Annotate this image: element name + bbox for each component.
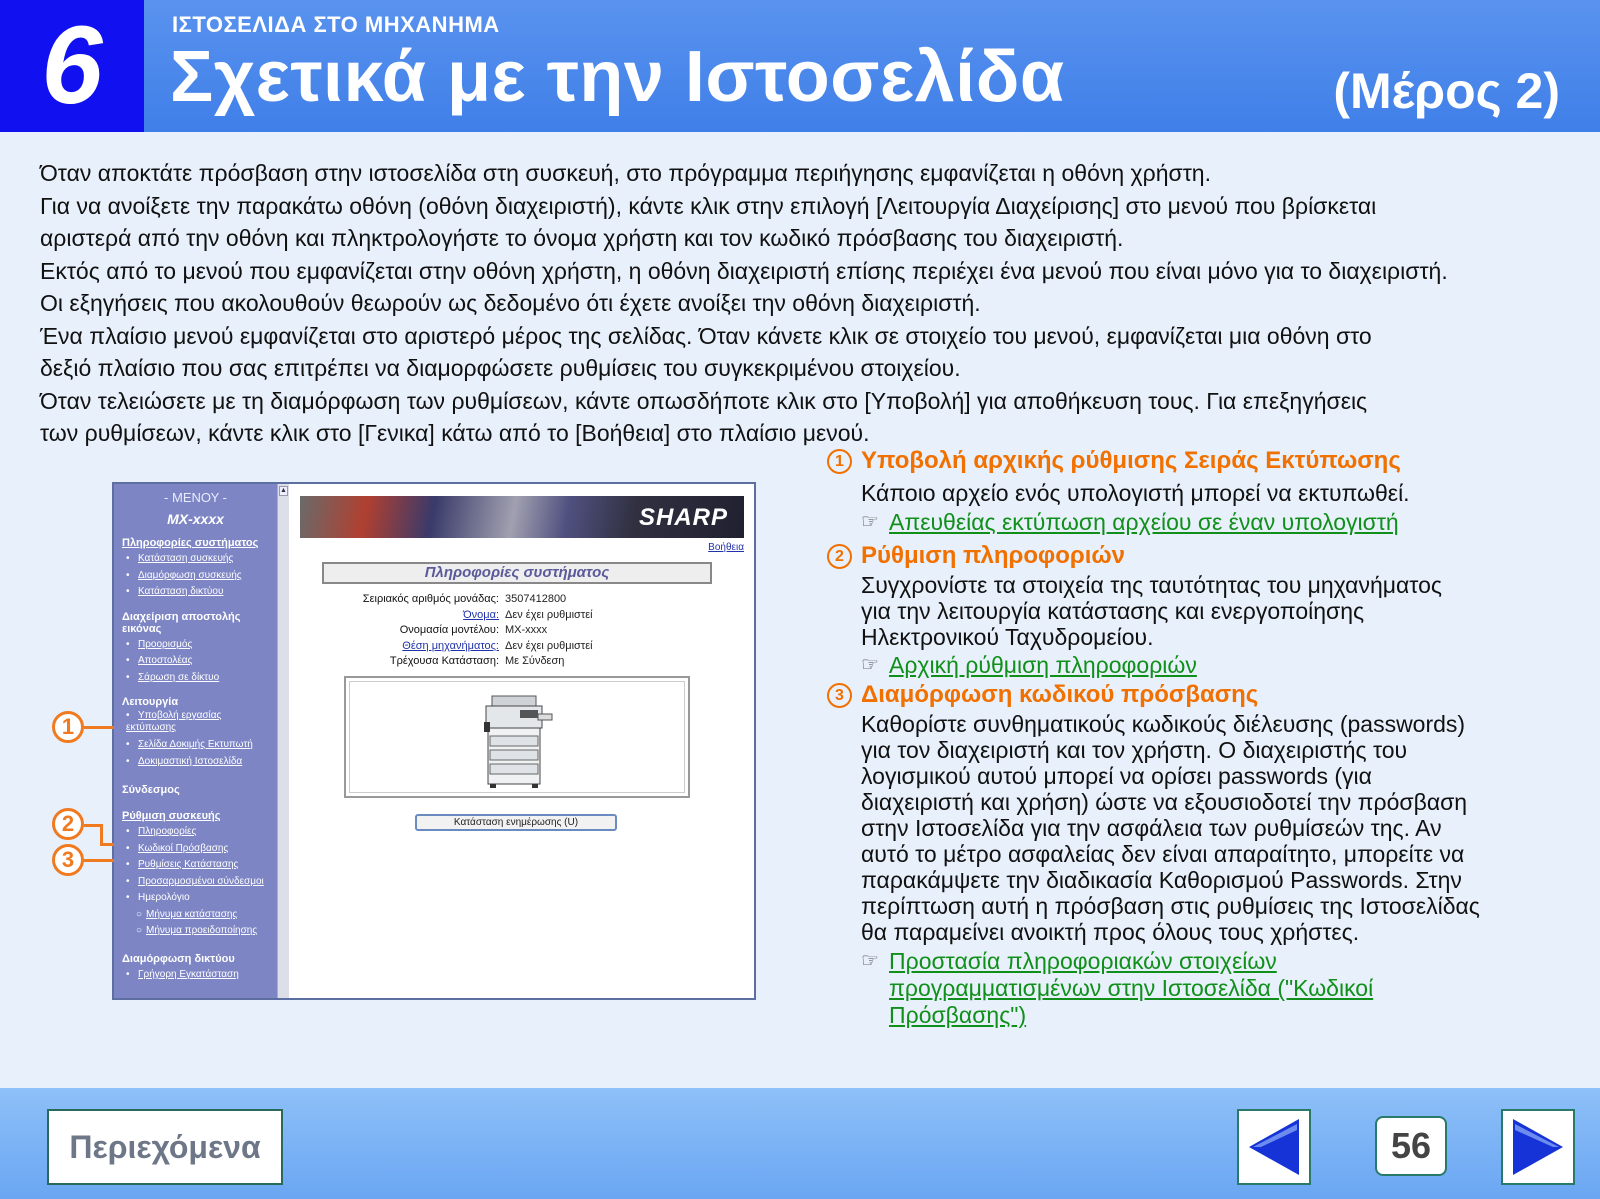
menu-title: - ΜΕΝΟΥ -: [164, 490, 227, 505]
callout-2: 2: [52, 808, 84, 840]
menu-item[interactable]: • Κατάσταση συσκευής: [126, 551, 277, 568]
prev-page-button[interactable]: [1237, 1109, 1311, 1185]
section-body: [861, 477, 1567, 509]
chapter-number: 6: [0, 0, 144, 132]
info-label: Τρέχουσα Κατάσταση:: [389, 655, 499, 667]
menu-item[interactable]: • Προσαρμοσμένοι σύνδεσμοι: [126, 874, 277, 891]
menu-subitem[interactable]: ○ Μήνυμα κατάστασης: [136, 907, 277, 923]
link-line[interactable]: προγραμματισμένων στην Ιστοσελίδα ("Κωδικοί: [889, 975, 1374, 1001]
menu-item[interactable]: • Δοκιμαστική Ιστοσελίδα: [126, 754, 277, 771]
intro-line: δεξιό πλαίσιο που σας επιτρέπει να διαμορφώσετε ρυθμίσεις του συγκεκριμένου στοιχείου.: [40, 355, 961, 381]
menu-heading-operation: Λειτουργία: [122, 696, 179, 708]
callout-3: 3: [52, 844, 84, 876]
link-line[interactable]: Πρόσβασης"): [889, 1002, 1027, 1028]
content-page-title: Πληροφορίες συστήματος: [322, 562, 712, 584]
next-page-button[interactable]: [1501, 1109, 1575, 1185]
menu-heading-device-settings[interactable]: Ρύθμιση συσκευής: [122, 810, 221, 822]
reference-link[interactable]: [861, 509, 1567, 536]
menu-item[interactable]: • Προορισμός: [126, 637, 277, 654]
body-line: για τον διαχειριστή και τον χρήστη. Ο διαχειριστής του: [861, 737, 1408, 763]
menu-model: MX-xxxx: [167, 511, 224, 527]
link-password-protection[interactable]: [889, 948, 1373, 1029]
section-title: Ρύθμιση πληροφοριών: [861, 542, 1126, 569]
contents-button[interactable]: Περιεχόμενα: [47, 1109, 283, 1185]
webpage-screenshot: [112, 482, 756, 1000]
info-value: MX-xxxx: [505, 624, 548, 636]
reference-hand-icon: ☞: [861, 950, 879, 972]
section-number: 1: [827, 449, 852, 474]
menu-item[interactable]: • Κατάσταση δικτύου: [126, 584, 277, 601]
body-line: Συγχρονίστε τα στοιχεία της ταυτότητας του μηχανήματος: [861, 572, 1442, 598]
menu-item[interactable]: • Ημερολόγιο: [126, 890, 277, 907]
brand-logo: SHARP: [638, 504, 728, 531]
menu-item-print-job[interactable]: • Υποβολή εργασίας εκτύπωσης: [126, 710, 236, 734]
section-1-heading: [827, 445, 1567, 477]
body-line: Ηλεκτρονικού Ταχυδρομείου.: [861, 624, 1154, 650]
info-label-link[interactable]: Όνομα:: [463, 608, 499, 621]
update-status-button[interactable]: Κατάσταση ενημέρωσης (U): [415, 814, 617, 831]
callout-line: [100, 843, 114, 846]
info-value: Δεν έχει ρυθμιστεί: [505, 639, 593, 652]
section-title: Υποβολή αρχικής ρύθμισης Σειράς Εκτύπωσης: [861, 447, 1401, 474]
menu-item[interactable]: • Γρήγορη Εγκατάσταση: [126, 967, 277, 984]
page-number: 56: [1375, 1116, 1447, 1176]
reference-link[interactable]: [861, 652, 1567, 679]
link-direct-print[interactable]: Απευθείας εκτύπωση αρχείου σε έναν υπολογιστή: [889, 509, 1399, 535]
device-image-frame: [344, 676, 690, 798]
intro-line: Εκτός από το μενού που εμφανίζεται στην οθόνη χρήστη, η οθόνη διαχειριστή επίσης περιέχει ένα μενού που είναι μόνο για το διαχειριστή.: [40, 257, 1448, 284]
help-link[interactable]: Βοήθεια: [708, 542, 744, 553]
callout-line: [84, 726, 114, 729]
body-line: διαχειριστή και χρήση) ώστε να εξουσιοδοτεί την πρόσβαση: [861, 789, 1468, 815]
info-value: 3507412800: [505, 593, 567, 605]
body-line: στην Ιστοσελίδα για την ασφάλεια των ρυθμίσεών της. Αν: [861, 815, 1442, 841]
reference-hand-icon: ☞: [861, 654, 879, 676]
menu-subitem[interactable]: ○ Μήνυμα προειδοποίησης: [136, 923, 277, 939]
info-row: [310, 623, 710, 639]
callout-1: 1: [52, 711, 84, 743]
info-row: [310, 608, 710, 624]
part-label: (Μέρος 2): [1333, 63, 1560, 119]
body-line: παρακάμψετε την διαδικασία Καθορισμού Passwords. Στην: [861, 867, 1462, 893]
section-number: 2: [827, 544, 852, 569]
body-line: θα παραμείνει ανοικτή προς όλους τους χρήστες.: [861, 919, 1360, 945]
screenshot-content-frame: [290, 484, 754, 998]
page-footer: [0, 1088, 1600, 1199]
menu-heading-system-info[interactable]: Πληροφορίες συστήματος: [122, 537, 259, 549]
menu-item[interactable]: • Αποστολέας: [126, 653, 277, 670]
info-row: [310, 592, 710, 608]
menu-item[interactable]: • Ρυθμίσεις Κατάστασης: [126, 857, 277, 874]
intro-line: των ρυθμίσεων, κάντε κλικ στο [Γενικα] κάτω από το [Βοήθεια] στο πλαίσιο μενού.: [40, 420, 870, 446]
page-header: [0, 0, 1600, 132]
section-number: 3: [827, 683, 852, 708]
body-line: Καθορίστε συνθηματικούς κωδικούς διέλευσης (passwords): [861, 711, 1466, 737]
screenshot-menu-frame: [114, 484, 277, 998]
menu-item[interactable]: • Σελίδα Δοκιμής Εκτυπωτή: [126, 737, 277, 754]
info-label: Ονομασία μοντέλου:: [399, 624, 499, 636]
intro-text: [40, 157, 1575, 450]
intro-line: Ένα πλαίσιο μενού εμφανίζεται στο αριστερό μέρος της σελίδας. Όταν κάνετε κλικ σε στοιχείο του μενού, εμφανίζεται μια οθόνη στο: [40, 322, 1372, 349]
link-info-setup[interactable]: Αρχική ρύθμιση πληροφοριών: [889, 652, 1197, 678]
section-3-heading: [827, 679, 1567, 711]
section-title: Διαμόρφωση κωδικού πρόσβασης: [861, 681, 1259, 708]
menu-item[interactable]: • Σάρωση σε δίκτυο: [126, 670, 277, 687]
intro-line: αριστερά από την οθόνη και πληκτρολογήστε το όνομα χρήστη και τον κωδικό πρόσβασης του διαχειριστή.: [40, 225, 1124, 251]
intro-line: Όταν τελειώσετε με τη διαμόρφωση των ρυθμίσεων, κάντε οπωσδήποτε κλικ στο [Υποβολή] για αποθήκευση τους. Για επεξηγήσεις: [40, 387, 1368, 414]
menu-item[interactable]: • Διαμόρφωση συσκευής: [126, 568, 277, 585]
menu-item-passwords[interactable]: • Κωδικοί Πρόσβασης: [126, 841, 277, 858]
reference-hand-icon: ☞: [861, 511, 879, 533]
brand-banner: [300, 496, 744, 538]
menu-item-information[interactable]: • Πληροφορίες: [126, 824, 277, 841]
page-title: Σχετικά με την Ιστοσελίδα: [170, 37, 1065, 117]
prev-arrow-icon: [1239, 1111, 1309, 1183]
info-value: Δεν έχει ρυθμιστεί: [505, 608, 593, 621]
menu-heading-connection[interactable]: Σύνδεσμος: [122, 784, 180, 796]
info-label: Σειριακός αριθμός μονάδας:: [362, 593, 499, 605]
body-line: αυτό το μέτρο ασφαλείας δεν είναι απαραίτητο, μπορείτε να: [861, 841, 1465, 867]
printer-icon: [478, 690, 558, 790]
menu-scrollbar[interactable]: [277, 484, 289, 998]
intro-line: Οι εξηγήσεις που ακολουθούν θεωρούν ως δεδομένο ότι έχετε ανοίξει την οθόνη διαχειριστή.: [40, 290, 981, 316]
section-body: [861, 572, 1567, 650]
info-row: [310, 639, 710, 655]
section-body: [861, 711, 1567, 945]
section-label: ΙΣΤΟΣΕΛΙΔΑ ΣΤΟ ΜΗΧΑΝΗΜΑ: [172, 12, 500, 37]
intro-line: Όταν αποκτάτε πρόσβαση στην ιστοσελίδα στη συσκευή, στο πρόγραμμα περιήγησης εμφανίζεται η οθόνη χρήστη.: [40, 160, 1211, 186]
info-label-link[interactable]: Θέση μηχανήματος:: [402, 639, 499, 652]
info-row: [310, 654, 710, 670]
body-line: Κάποιο αρχείο ενός υπολογιστή μπορεί να εκτυπωθεί.: [861, 480, 1410, 506]
menu-heading-network: Διαμόρφωση δικτύου: [122, 952, 235, 965]
reference-link[interactable]: [861, 948, 1567, 1029]
system-info-table: [310, 592, 710, 670]
callout-line: [84, 859, 114, 862]
intro-line: Για να ανοίξετε την παρακάτω οθόνη (οθόνη διαχειριστή), κάντε κλικ στην επιλογή [Λειτουργία Διαχείρισης] στο μενού που βρίσκεται: [40, 192, 1377, 219]
explanations: [827, 445, 1567, 1029]
next-arrow-icon: [1503, 1111, 1573, 1183]
section-2-heading: [827, 540, 1567, 572]
info-value: Με Σύνδεση: [505, 655, 565, 667]
link-line[interactable]: Προστασία πληροφοριακών στοιχείων: [889, 948, 1277, 974]
body-line: λογισμικού αυτού μπορεί να ορίσει passwords (για: [861, 763, 1372, 789]
menu-heading-image-send: Διαχείριση αποστολής εικόνας: [122, 610, 241, 635]
body-line: περίπτωση αυτή η πρόσβαση στις ρυθμίσεις της Ιστοσελίδας: [861, 893, 1480, 919]
body-line: για την λειτουργία κατάστασης και ενεργοποίησης: [861, 598, 1365, 624]
scroll-up-icon[interactable]: ▲: [280, 487, 287, 494]
